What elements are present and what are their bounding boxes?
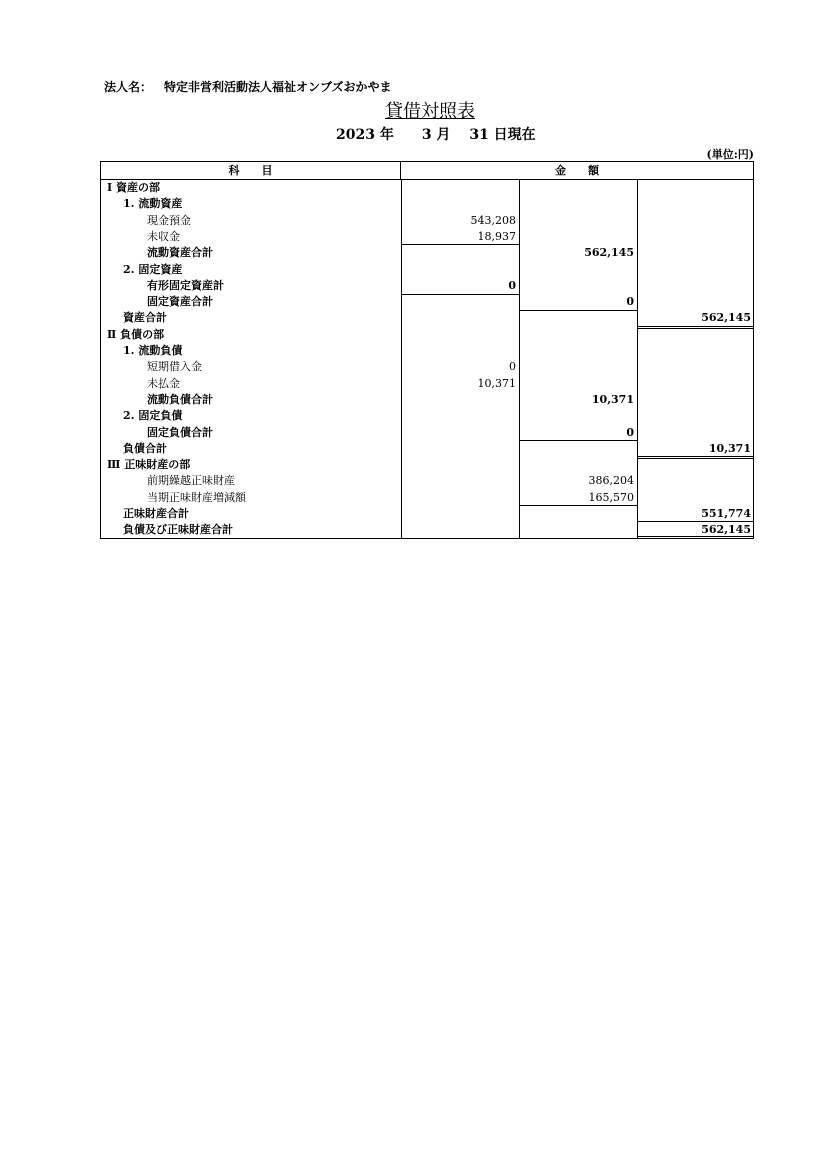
row-label: 負債合計 (123, 441, 167, 455)
report-date: 2023 年 3 月 31 日現在 (336, 127, 536, 143)
amount-column-header: 金 額 (401, 162, 753, 180)
row-label: Ⅰ 資産の部 (107, 181, 160, 194)
table-row (101, 196, 753, 212)
row-label: 未払金 (147, 376, 180, 390)
amount-c1: 10,371 (477, 376, 516, 390)
amount-c1: 0 (508, 278, 516, 292)
organization-label: 法人名： (104, 80, 153, 94)
table-row (101, 457, 753, 473)
row-label: 短期借入金 (147, 360, 202, 374)
table-row (101, 343, 753, 359)
amount-c2: 10,371 (591, 392, 634, 406)
amount-c2: 0 (626, 295, 634, 309)
table-row (101, 473, 753, 489)
organization-name: 特定非営利活動法人福祉オンブズおかやま (164, 80, 392, 94)
balance-sheet-table (100, 161, 754, 539)
row-label: 正味財産合計 (123, 507, 189, 520)
table-row (101, 359, 753, 375)
amount-c2: 562,145 (584, 246, 634, 260)
table-row (101, 245, 753, 261)
subject-column-header: 科 目 (101, 162, 401, 180)
total-rule (637, 536, 753, 539)
row-label: 前期繰越正味財産 (147, 474, 235, 488)
table-row (101, 213, 753, 229)
table-row (101, 327, 753, 343)
table-row (101, 262, 753, 278)
row-label: Ⅱ 負債の部 (107, 327, 165, 341)
subtotal-rule (637, 521, 753, 522)
table-row (101, 425, 753, 441)
row-label: 負債及び正味財産合計 (123, 523, 233, 537)
subtotal-rule (519, 440, 637, 441)
table-row (101, 490, 753, 506)
amount-c3: 562,145 (701, 311, 751, 325)
row-label: 流動負債合計 (147, 392, 213, 406)
row-label: 流動資産合計 (147, 246, 213, 260)
table-row (101, 506, 753, 522)
amount-c2: 0 (626, 425, 634, 439)
table-row (101, 310, 753, 326)
subtotal-rule (401, 244, 519, 245)
table-row (101, 229, 753, 245)
amount-c1: 543,208 (470, 213, 516, 227)
row-label: 固定資産合計 (147, 295, 213, 309)
table-row (101, 441, 753, 457)
row-label: 1. 流動資産 (123, 197, 183, 211)
table-row (101, 294, 753, 310)
amount-c1: 0 (509, 360, 516, 374)
row-label: 現金預金 (147, 213, 191, 227)
row-label: Ⅲ 正味財産の部 (107, 458, 191, 472)
row-label: 2. 固定資産 (123, 262, 183, 276)
row-label: 未収金 (147, 229, 180, 243)
total-rule (637, 456, 753, 459)
subtotal-rule (519, 505, 637, 506)
currency-unit: (単位:円) (706, 148, 754, 161)
table-row (101, 408, 753, 424)
amount-c1: 18,937 (477, 229, 516, 243)
amount-c3: 562,145 (701, 523, 751, 537)
amount-c2: 165,570 (588, 490, 634, 504)
row-label: 資産合計 (123, 311, 167, 325)
table-row (101, 392, 753, 408)
table-row (101, 278, 753, 294)
row-label: 固定負債合計 (147, 425, 213, 439)
subtotal-rule (401, 294, 519, 295)
row-label: 有形固定資産計 (147, 278, 224, 292)
row-label: 2. 固定負債 (123, 409, 183, 423)
amount-c2: 386,204 (588, 474, 634, 488)
organization-line (104, 78, 392, 95)
table-row (101, 376, 753, 392)
total-rule (637, 326, 753, 329)
row-label: 当期正味財産増減額 (147, 490, 246, 504)
subtotal-rule (519, 310, 637, 311)
amount-c3: 10,371 (708, 441, 751, 455)
document-title: 貸借対照表 (385, 101, 475, 122)
table-row (101, 180, 753, 196)
amount-c3: 551,774 (701, 507, 751, 520)
row-label: 1. 流動負債 (123, 344, 183, 357)
